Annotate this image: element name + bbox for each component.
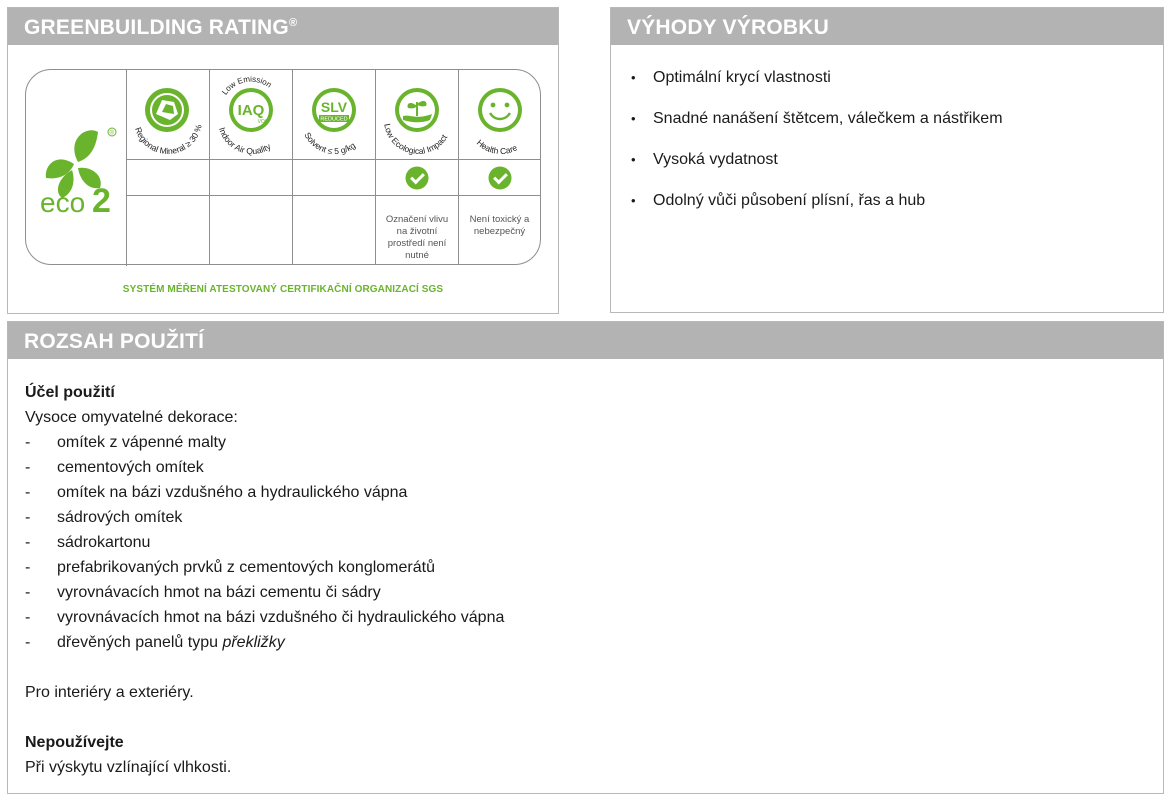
- interior-exterior-text: Pro interiéry a exteriéry.: [25, 684, 194, 701]
- svg-text:Low Emission: Low Emission: [220, 74, 274, 97]
- svg-text:SLV: SLV: [320, 99, 348, 115]
- low-ecological-impact-icon: [376, 70, 459, 160]
- slv-cell: [292, 70, 375, 160]
- iaq-cell: [209, 70, 292, 160]
- list-item: • Vysoká vydatnost: [631, 148, 1003, 189]
- health-care-note: Není toxický a nebezpečný: [469, 214, 530, 237]
- health-care-icon: [459, 70, 541, 160]
- svg-text:IAQ: IAQ: [237, 102, 265, 119]
- eco-impact-cell: [375, 70, 458, 160]
- check-icon: [406, 166, 429, 189]
- list-item: - vyrovnávacích hmot na bázi cementu či sádry: [25, 580, 504, 605]
- svg-text:VOC: VOC: [257, 119, 269, 125]
- eco-impact-note: Označení vlivu na životní prostředí není nutné: [385, 214, 449, 261]
- health-care-cell: [458, 70, 540, 160]
- registered-mark: ®: [288, 17, 298, 29]
- eco-impact-check-cell: [375, 160, 458, 196]
- eco-number: 2: [92, 182, 111, 220]
- product-advantages-panel: [610, 7, 1164, 313]
- svg-text:Health Care: Health Care: [474, 137, 519, 157]
- do-not-use-heading: Nepoužívejte: [25, 734, 124, 751]
- list-item: - sádrokartonu: [25, 530, 504, 555]
- greenbuilding-rating-panel: [7, 7, 559, 314]
- regional-mineral-note-cell: [126, 196, 209, 264]
- list-item-text: dřevěných panelů typu: [57, 634, 223, 651]
- eco2-leaf-icon: [26, 70, 126, 266]
- svg-text:Solvent ≤ 5 g/kg: Solvent ≤ 5 g/kg: [302, 130, 358, 157]
- list-item: [25, 630, 504, 655]
- svg-text:®: ®: [109, 130, 114, 137]
- product-advantages-header: VÝHODY VÝROBKU: [611, 8, 1163, 45]
- health-care-check-cell: [458, 160, 540, 196]
- usage-scope-header: ROZSAH POUŽITÍ: [8, 322, 1163, 359]
- svg-text:REDUCED: REDUCED: [320, 116, 348, 123]
- plywood-term: překližky: [222, 634, 285, 651]
- eco2-logo: [26, 70, 127, 266]
- list-item: • Snadné nanášení štětcem, válečkem a nástřikem: [631, 107, 1003, 148]
- surfaces-list: [25, 430, 504, 655]
- slv-note-cell: [292, 196, 375, 264]
- list-item: - sádrových omítek: [25, 505, 504, 530]
- purpose-intro: Vysoce omyvatelné dekorace:: [25, 409, 238, 426]
- svg-text:Indoor Air Quality: Indoor Air Quality: [217, 126, 273, 157]
- iaq-check-cell: [209, 160, 292, 196]
- regional-mineral-cell: [126, 70, 209, 160]
- regional-mineral-check-cell: [126, 160, 209, 196]
- list-item: • Optimální krycí vlastnosti: [631, 66, 1003, 107]
- eco-impact-note-cell: [375, 196, 458, 264]
- list-item: - omítek z vápenné malty: [25, 430, 504, 455]
- iaq-note-cell: [209, 196, 292, 264]
- greenbuilding-rating-header: [8, 8, 558, 45]
- slv-reduced-icon: [293, 70, 376, 160]
- list-item: - cementových omítek: [25, 455, 504, 480]
- list-item: - omítek na bázi vzdušného a hydraulického vápna: [25, 480, 504, 505]
- rating-grid: [126, 70, 540, 264]
- do-not-use-text: Při výskytu vzlínající vlhkosti.: [25, 759, 232, 776]
- list-item: - vyrovnávacích hmot na bázi vzdušného či hydraulického vápna: [25, 605, 504, 630]
- iaq-low-emission-icon: [210, 70, 293, 160]
- slv-check-cell: [292, 160, 375, 196]
- sgs-certification-text: SYSTÉM MĚŘENÍ ATESTOVANÝ CERTIFIKAČNÍ ORGANIZACÍ SGS: [122, 284, 444, 295]
- usage-scope-panel: [7, 321, 1164, 794]
- list-item: - prefabrikovaných prvků z cementových konglomerátů: [25, 555, 504, 580]
- check-icon: [488, 166, 511, 189]
- advantages-list: [631, 66, 1003, 230]
- greenbuilding-rating-title: GREENBUILDING RATING: [24, 16, 289, 39]
- list-item: • Odolný vůči působení plísní, řas a hub: [631, 189, 1003, 230]
- usage-content: [25, 380, 504, 780]
- svg-text:Low Ecological Impact: Low Ecological Impact: [382, 122, 450, 157]
- svg-text:Regional Mineral ≥ 30 %: Regional Mineral ≥ 30 %: [133, 123, 204, 157]
- purpose-heading: Účel použití: [25, 384, 115, 401]
- health-care-note-cell: [458, 196, 540, 264]
- regional-mineral-icon: [126, 70, 209, 160]
- eco-wordmark: eco: [40, 187, 86, 218]
- rating-table: [25, 69, 541, 265]
